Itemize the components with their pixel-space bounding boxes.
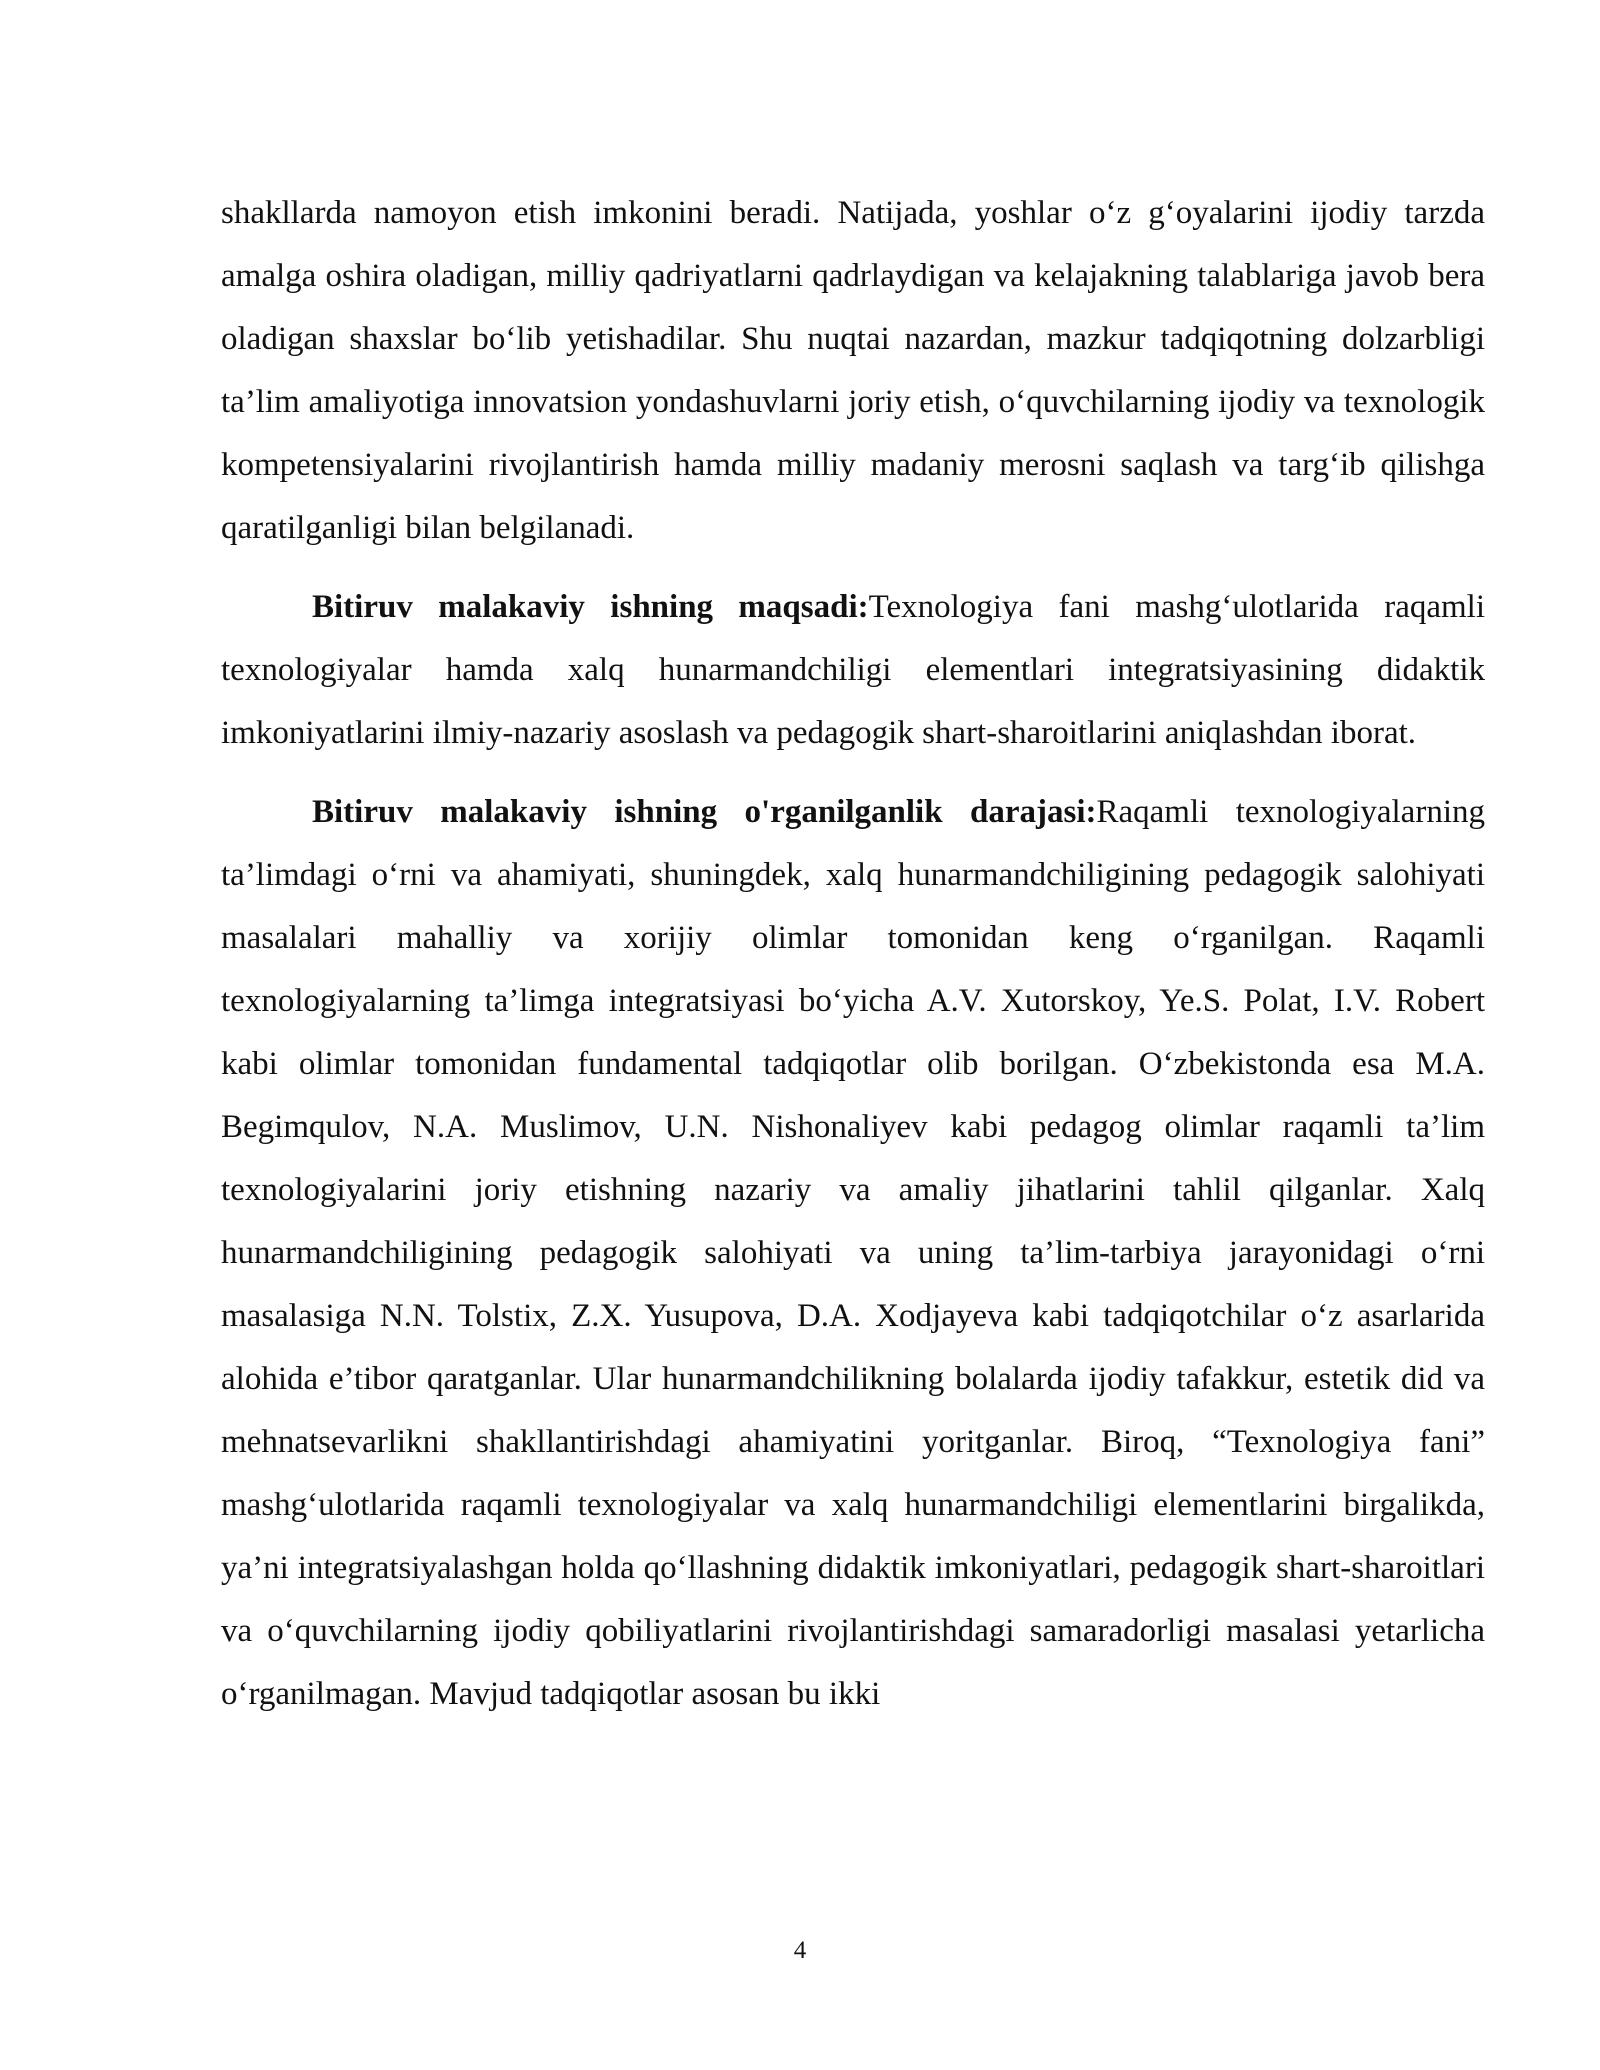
paragraph-continuation	[221, 182, 1485, 560]
page-number: 4	[793, 1937, 807, 1964]
paragraph-study-level	[221, 781, 1485, 1726]
paragraph-text: shakllarda namoyon etish imkonini beradi. Natijada, yoshlar o‘z g‘oyalarini ijodiy tarzda amalga oshira oladigan, milliy qadriyatlarni qadrlaydigan va kelajakning talablariga javob bera oladigan shaxslar bo‘lib yetishadilar. Shu nuqtai nazardan, mazkur tadqiqotning dolzarbligi ta’lim amaliyotiga innovatsion yondashuvlarni joriy etish, o‘quvchilarning ijodiy va texnologik kompetensiyalarini rivojlantirish hamda milliy madaniy merosni saqlash va targ‘ib qilishga qaratilganligi bilan belgilanadi.	[221, 195, 1485, 546]
paragraph-goal	[221, 576, 1485, 765]
study-level-text: Raqamli texnologiyalarning ta’limdagi o‘rni va ahamiyati, shuningdek, xalq hunarmandchiligining pedagogik salohiyati masalalari mahalliy va xorijiy olimlar tomonidan keng o‘rganilgan. Raqamli texnologiyalarning ta’limga integratsiyasi bo‘yicha A.V. Xutorskoy, Ye.S. Polat, I.V. Robert kabi olimlar tomonidan fundamental tadqiqotlar olib borilgan. O‘zbekistonda esa M.A. Begimqulov, N.A. Muslimov, U.N. Nishonaliyev kabi pedagog olimlar raqamli ta’lim texnologiyalarini joriy etishning nazariy va amaliy jihatlarini tahlil qilganlar. Xalq hunarmandchiligining pedagogik salohiyati va uning ta’lim-tarbiya jarayonidagi o‘rni masalasiga N.N. Tolstix, Z.X. Yusupova, D.A. Xodjayeva kabi tadqiqotchilar o‘z asarlarida alohida e’tibor qaratganlar. Ular hunarmandchilikning bolalarda ijodiy tafakkur, estetik did va mehnatsevarlikni shakllantirishdagi ahamiyatini yoritganlar. Biroq, “Texnologiya fani” mashg‘ulotlarida raqamli texnologiyalar va xalq hunarmandchiligi elementlarini birgalikda, ya’ni integratsiyalashgan holda qo‘llashning didaktik imkoniyatlari, pedagogik shart-sharoitlari va o‘quvchilarning ijodiy qobiliyatlarini rivojlantirishdagi samaradorligi masalasi yetarlicha o‘rganilmagan. Mavjud tadqiqotlar asosan bu ikki	[221, 794, 1485, 1712]
goal-text: Texnologiya fani mashg‘ulotlarida raqamli texnologiyalar hamda xalq hunarmandchiligi elementlari integratsiyasining didaktik imkoniyatlarini ilmiy-nazariy asoslash va pedagogik shart-sharoitlarini aniqlashdan iborat.	[221, 589, 1486, 751]
goal-heading: Bitiruv malakaviy ishning maqsadi:	[312, 589, 869, 625]
study-level-heading: Bitiruv malakaviy ishning o'rganilganlik darajasi:	[312, 794, 1097, 830]
body-text	[221, 182, 1485, 1726]
